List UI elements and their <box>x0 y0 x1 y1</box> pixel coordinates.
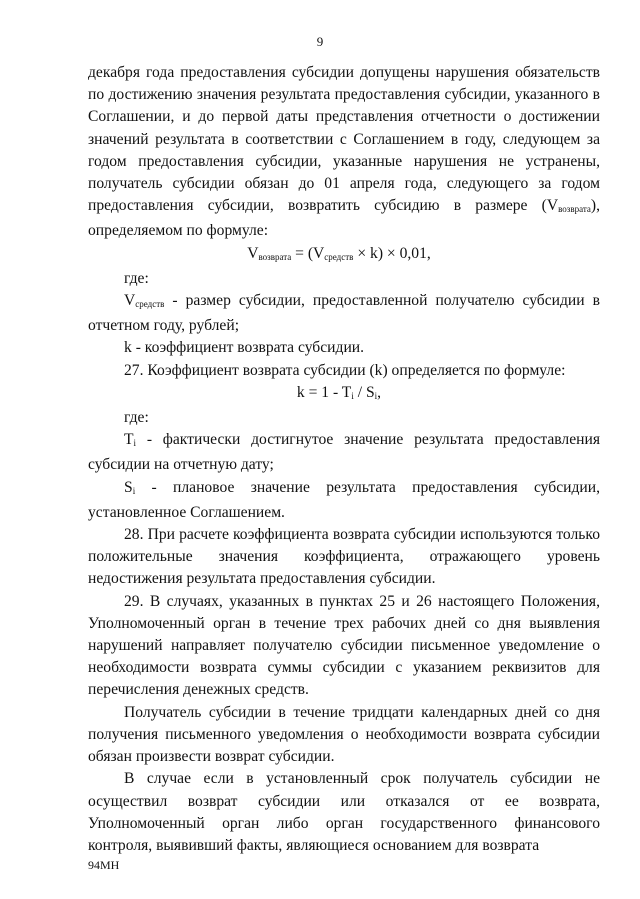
paragraph <box>88 702 600 769</box>
formula-text: V <box>247 244 259 262</box>
paragraph-text: 29. В случаях, указанных в пунктах 25 и 26 настоящего Положения, Уполномоченный орган в течение трех рабочих дней со дня выявления нарушений направляет получателю субсидии письменное уведомление о необходимости возврата суммы субсидии с указанием реквизитов для перечисления денежных средств. <box>88 592 600 699</box>
paragraph-text: декабря года предоставления субсидии допущены нарушения обязательств по достижению значения результата предоставления субсидии, указанного в Соглашении, и до первой даты представления отчетности о достижении значений результата в соответствии с Соглашением в году, следующем за годом предоставления субсидии, указанные нарушения не устранены, получатель субсидии обязан до 01 апреля года, следующего за годом предоставления субсидии, возвратить субсидию в размере (V <box>88 64 600 215</box>
formula-text: / S <box>353 383 375 401</box>
paragraph <box>88 591 600 702</box>
paragraph-text-after: - размер субсидии, предоставленной получателю субсидии в отчетном году, рублей; <box>88 292 600 335</box>
paragraph-subscript: средств <box>135 299 165 310</box>
paragraph <box>88 768 600 857</box>
formula-text: , <box>377 383 382 401</box>
paragraph <box>88 268 600 290</box>
paragraph-text: V <box>124 292 136 310</box>
formula-text: × k) × 0,01, <box>353 244 431 262</box>
paragraph-subscript: i <box>133 438 137 449</box>
document-body <box>88 62 600 857</box>
paragraph <box>88 407 600 429</box>
paragraph-text: где: <box>124 409 149 427</box>
page-number: 9 <box>316 34 324 49</box>
formula-text: k = 1 - T <box>296 383 352 401</box>
paragraph-text-after: - фактически достигнутое значение результата предоставления субсидии на отчетную дату; <box>88 431 600 474</box>
paragraph-text: T <box>124 431 134 449</box>
formula-subscript: i <box>351 390 354 401</box>
paragraph <box>88 62 600 243</box>
paragraph <box>88 337 600 359</box>
paragraph-text: В случае если в установленный срок получатель субсидии не осуществил возврат субсидии или отказался от ее возврата, Уполномоченный орган либо орган государственного финансового контроля, выявивший факты, являющиеся основанием для возврата <box>88 770 600 854</box>
formula <box>78 243 600 268</box>
paragraph <box>88 290 600 337</box>
formula-subscript: i <box>374 390 378 401</box>
paragraph-text: S <box>124 478 133 496</box>
paragraph-subscript: возврата <box>558 204 591 215</box>
paragraph-text-after: - плановое значение результата предоставления субсидии, установленное Соглашением. <box>88 478 600 521</box>
paragraph-text: 27. Коэффициент возврата субсидии (k) определяется по формуле: <box>124 361 566 379</box>
paragraph-subscript: i <box>132 485 136 496</box>
paragraph <box>88 477 600 524</box>
paragraph-text-after: ), определяемом по формуле: <box>88 197 600 240</box>
formula <box>78 382 600 407</box>
paragraph-text: 28. При расчете коэффициента возврата субсидии используются только положительные значения коэффициента, отражающего уровень недостижения результата предоставления субсидии. <box>88 526 600 588</box>
paragraph <box>88 360 600 382</box>
paragraph-text: k - коэффициент возврата субсидии. <box>124 339 365 357</box>
paragraph <box>88 429 600 476</box>
formula-subscript: возврата <box>258 251 292 262</box>
formula-text: = (V <box>291 244 325 262</box>
paragraph-text: Получатель субсидии в течение тридцати календарных дней со дня получения письменного уведомления о необходимости возврата субсидии обязан произвести возврат субсидии. <box>88 703 600 766</box>
paragraph-text: где: <box>124 269 149 287</box>
paragraph <box>88 524 600 591</box>
formula-subscript: средств <box>324 251 354 262</box>
footer-code: 94МН <box>88 858 120 872</box>
